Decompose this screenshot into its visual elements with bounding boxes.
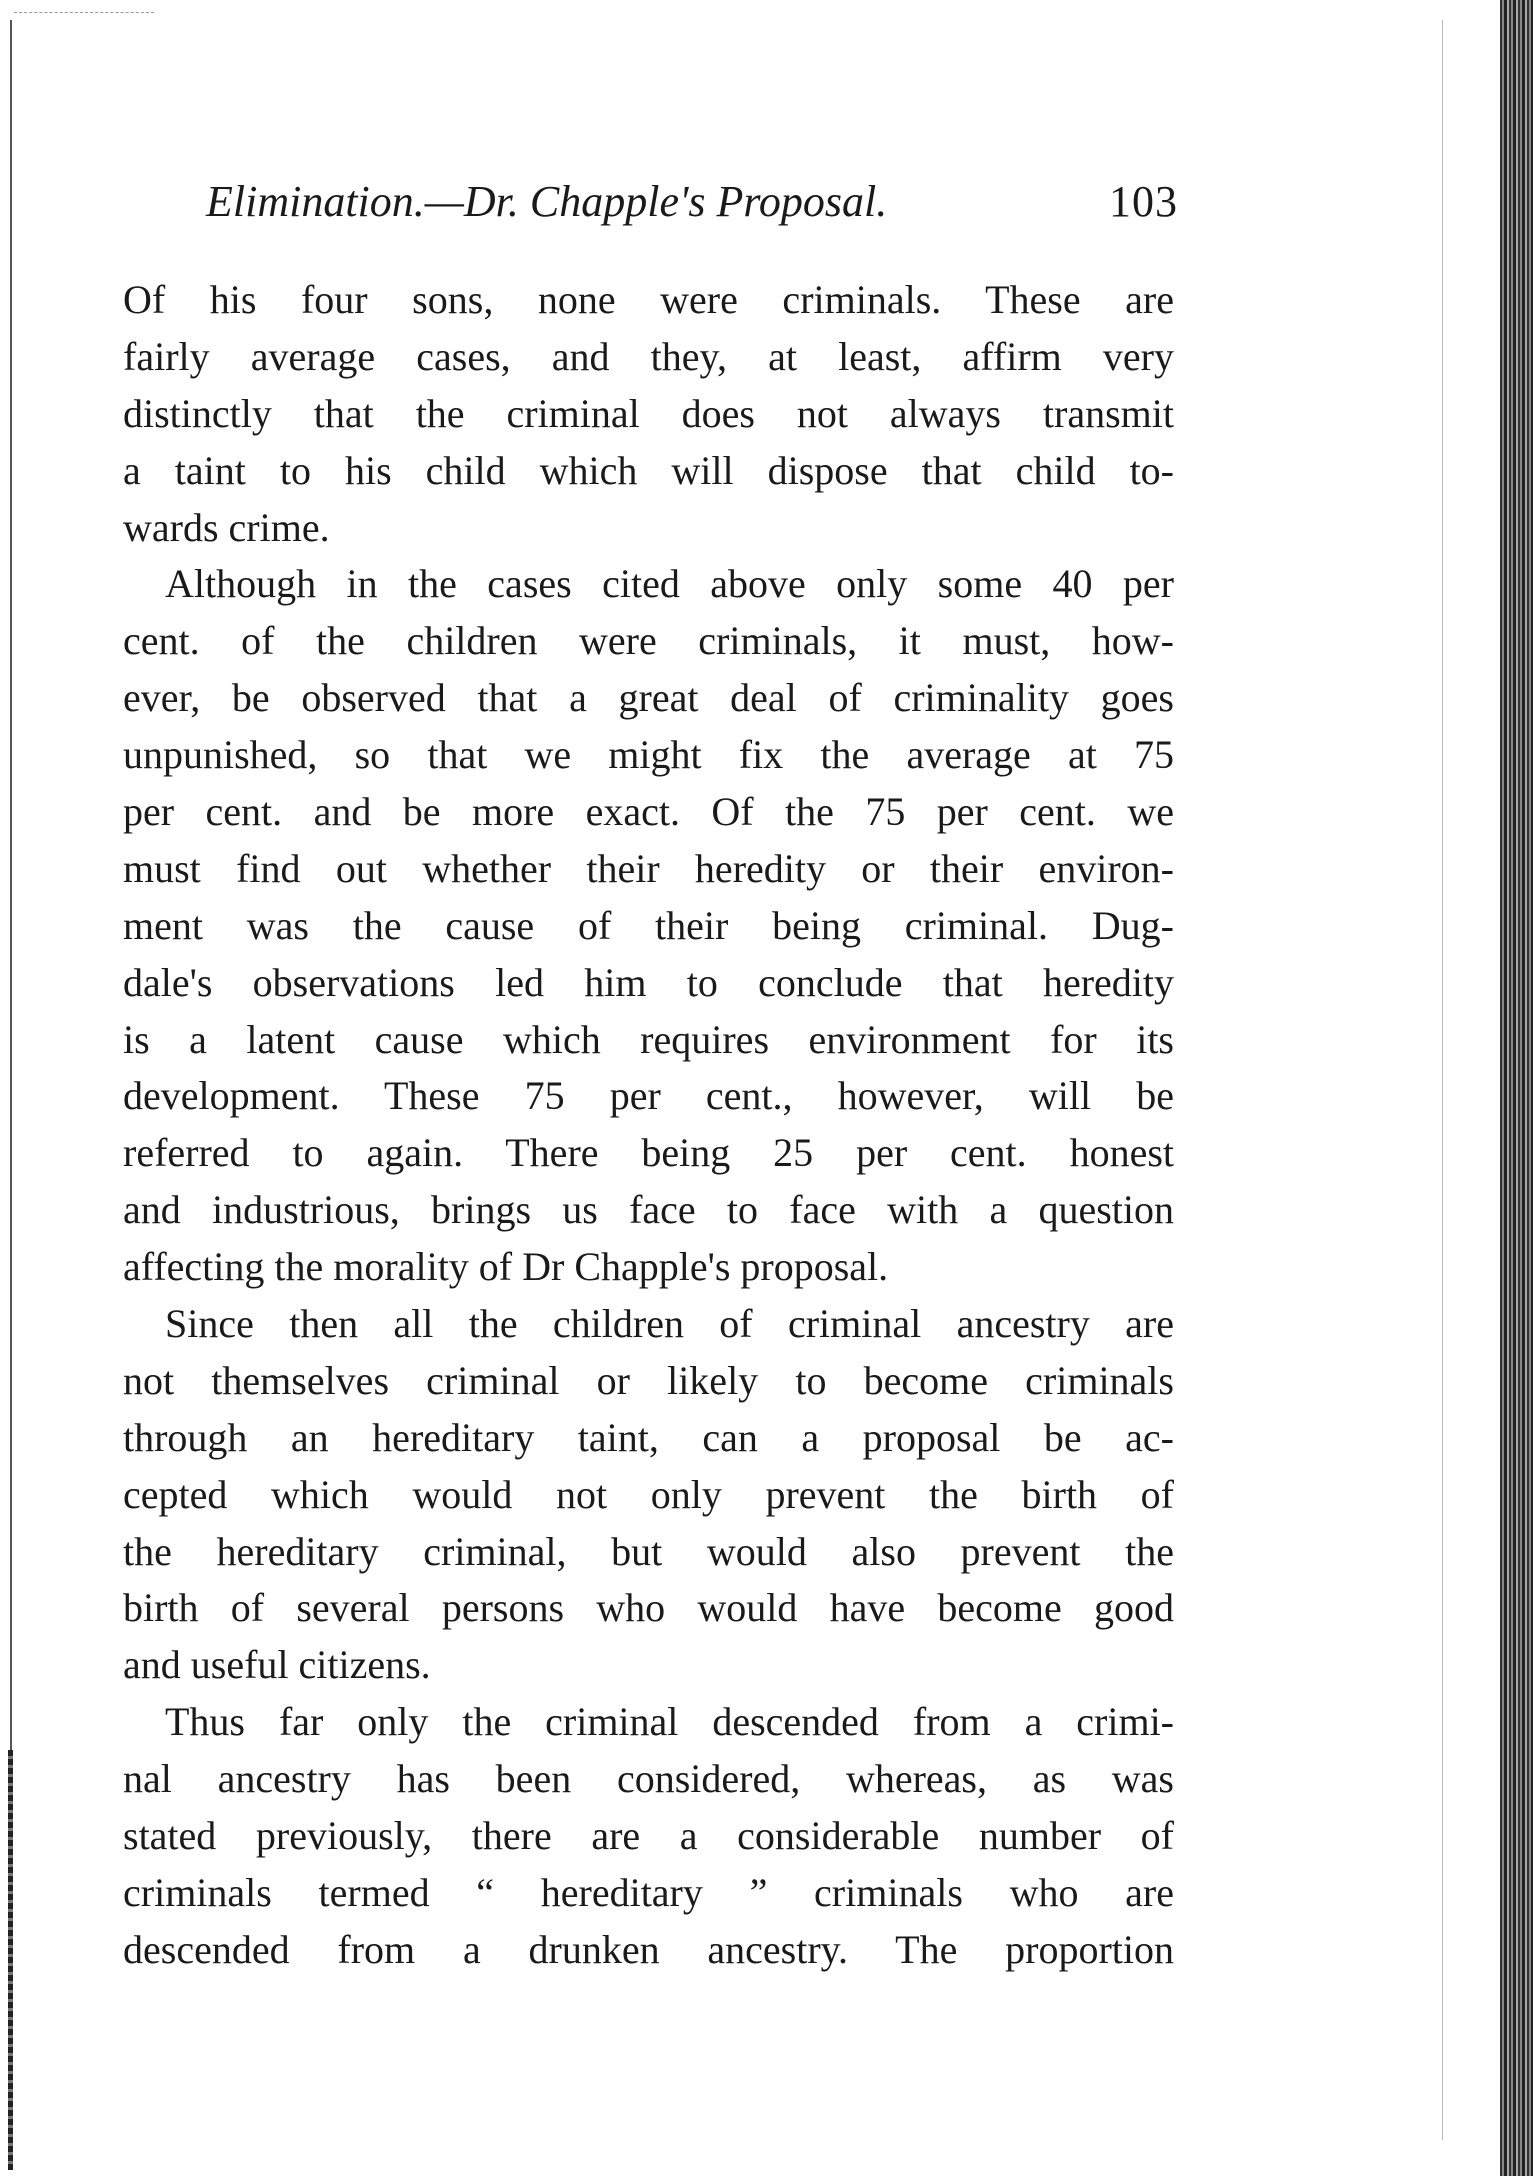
text-line: through an hereditary taint, can a proposal be ac- bbox=[123, 1414, 1174, 1460]
page-left-edge-shadow bbox=[8, 1750, 13, 2170]
text-line: affecting the morality of Dr Chapple's proposal. bbox=[123, 1244, 889, 1290]
text-line: cepted which would not only prevent the birth of bbox=[123, 1471, 1174, 1517]
text-line: development. These 75 per cent., however, will be bbox=[123, 1073, 1174, 1119]
text-line: referred to again. There being 25 per cent. honest bbox=[123, 1130, 1174, 1176]
text-line: criminals termed “ hereditary ” criminals who are bbox=[123, 1869, 1174, 1915]
text-line: fairly average cases, and they, at least, affirm very bbox=[123, 333, 1174, 379]
text-line: birth of several persons who would have become good bbox=[123, 1585, 1174, 1631]
text-line: per cent. and be more exact. Of the 75 per cent. we bbox=[123, 789, 1174, 835]
text-line: must find out whether their heredity or their environ- bbox=[123, 845, 1174, 891]
text-line: cent. of the children were criminals, it must, how- bbox=[123, 618, 1174, 664]
text-line: Of his four sons, none were criminals. These are bbox=[123, 277, 1174, 322]
book-gutter bbox=[1500, 0, 1533, 2176]
text-line: dale's observations led him to conclude that heredity bbox=[123, 959, 1174, 1005]
text-line: Although in the cases cited above only some 40 per bbox=[165, 561, 1174, 607]
text-line: unpunished, so that we might fix the average at 75 bbox=[123, 732, 1174, 778]
text-line: not themselves criminal or likely to become criminals bbox=[123, 1357, 1174, 1403]
page-number: 103 bbox=[1109, 177, 1178, 226]
text-line: ment was the cause of their being criminal. Dug- bbox=[123, 902, 1174, 948]
running-title: Elimination.—Dr. Chapple's Proposal. bbox=[206, 177, 888, 226]
scan-edge-mark bbox=[14, 12, 154, 13]
body-text bbox=[123, 272, 1174, 1979]
text-line: and industrious, brings us face to face with a question bbox=[123, 1187, 1174, 1233]
text-line: Since then all the children of criminal ancestry are bbox=[165, 1301, 1174, 1347]
text-line: ever, be observed that a great deal of criminality goes bbox=[123, 675, 1174, 721]
page-right-edge bbox=[1442, 20, 1443, 2140]
text-line: distinctly that the criminal does not always transmit bbox=[123, 390, 1174, 436]
text-line: Thus far only the criminal descended from a crimi- bbox=[165, 1699, 1174, 1745]
running-header bbox=[206, 176, 1178, 236]
text-line: stated previously, there are a considerable number of bbox=[123, 1813, 1174, 1859]
text-line: descended from a drunken ancestry. The proportion bbox=[123, 1926, 1174, 1972]
text-line: is a latent cause which requires environment for its bbox=[123, 1016, 1174, 1062]
text-line: wards crime. bbox=[123, 504, 330, 550]
text-line: a taint to his child which will dispose that child to- bbox=[123, 447, 1174, 493]
text-line: the hereditary criminal, but would also prevent the bbox=[123, 1528, 1174, 1574]
text-line: and useful citizens. bbox=[123, 1642, 431, 1688]
text-line: nal ancestry has been considered, whereas, as was bbox=[123, 1756, 1174, 1802]
